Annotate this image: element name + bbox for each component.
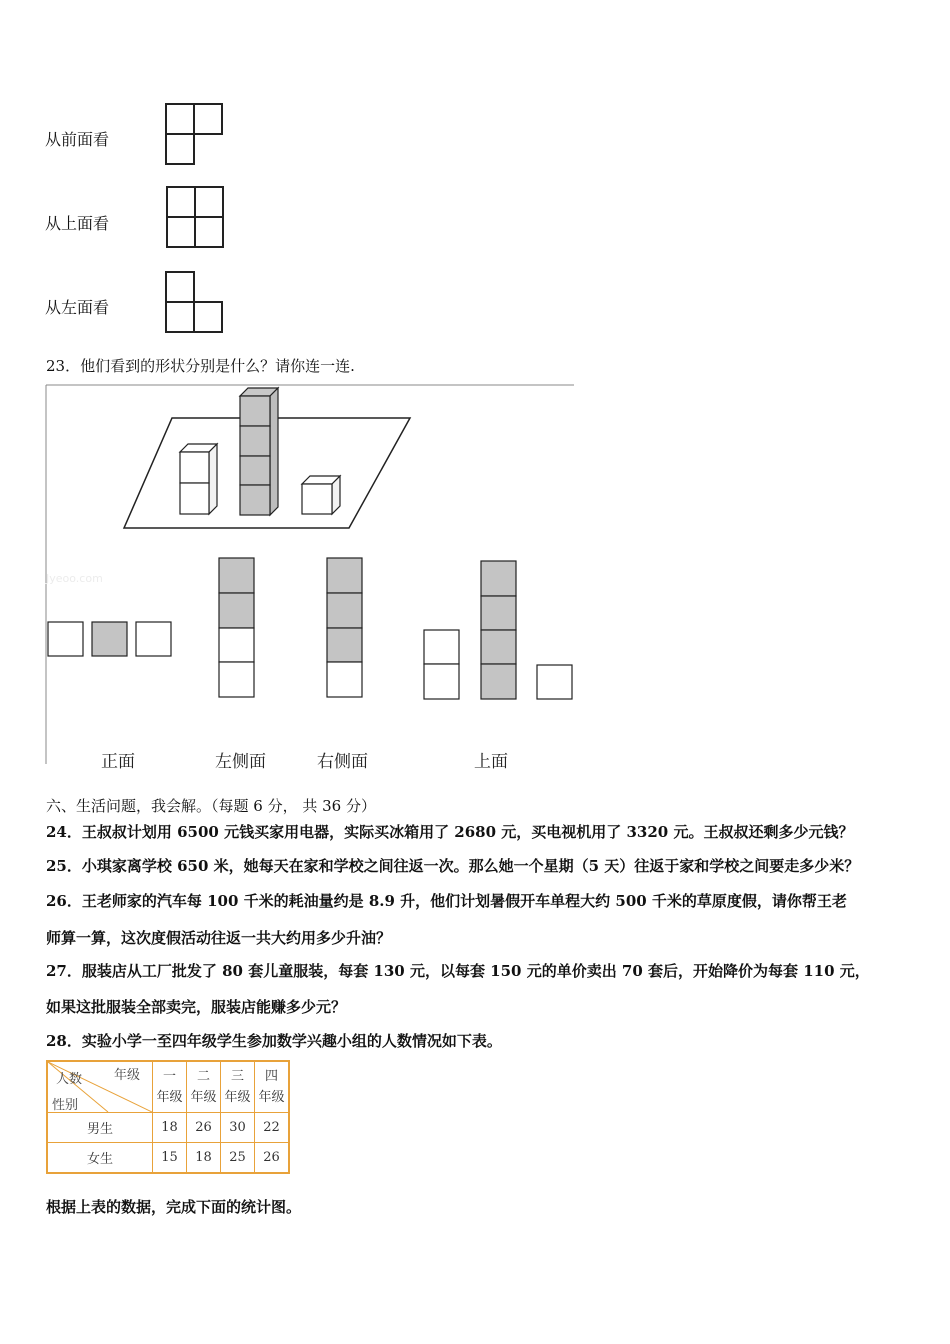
cell-boys-grade-1: 18 — [153, 1113, 187, 1143]
view-label-top: 从上面看 — [45, 214, 110, 233]
caption-left-side: 左侧面 — [215, 752, 266, 772]
stack-tall — [240, 388, 278, 515]
grade-header-3: 三 年级 — [221, 1061, 255, 1113]
question-26-line-1: 26．王老师家的汽车每 100 千米的耗油量约是 8.9 升，他们计划暑假开车单程大约 500 千米的草原度假，请你帮王老 — [46, 892, 847, 910]
question-23: 23．他们看到的形状分别是什么？请你连一连. — [46, 357, 355, 375]
cell-boys-grade-4: 22 — [255, 1113, 290, 1143]
cell-girls-grade-3: 25 — [221, 1143, 255, 1173]
option-front-shape — [48, 622, 171, 656]
top-view-drawing — [160, 182, 230, 254]
cell-girls-grade-4: 26 — [255, 1143, 290, 1173]
row-label-girls: 女生 — [47, 1143, 153, 1173]
caption-front: 正面 — [101, 752, 135, 772]
stats-table — [46, 1060, 290, 1174]
stack-right — [302, 476, 340, 514]
question-27-line-2: 如果这批服装全部卖完，服装店能赚多少元？ — [46, 998, 347, 1016]
view-label-left: 从左面看 — [45, 298, 110, 317]
cell-boys-grade-3: 30 — [221, 1113, 255, 1143]
stack-left — [180, 444, 217, 514]
watermark: Jyeoo.com — [46, 572, 103, 585]
cell-boys-grade-2: 26 — [187, 1113, 221, 1143]
question-28: 28．实验小学一至四年级学生参加数学兴趣小组的人数情况如下表。 — [46, 1032, 502, 1050]
question-27-line-1: 27．服装店从工厂批发了 80 套儿童服装，每套 130 元，以每套 150 元的单价卖出 70 套后，开始降价为每套 110 元， — [46, 962, 870, 980]
table-row — [47, 1113, 289, 1143]
row-label-boys: 男生 — [47, 1113, 153, 1143]
corner-label-count: 人数 — [56, 1072, 83, 1087]
grade-header-2: 二 年级 — [187, 1061, 221, 1113]
question-26-line-2: 师算一算，这次度假活动往返一共大约用多少升油？ — [46, 929, 392, 947]
cell-girls-grade-2: 18 — [187, 1143, 221, 1173]
caption-top: 上面 — [474, 752, 508, 772]
option-right-shape — [327, 558, 362, 697]
table-row — [47, 1143, 289, 1173]
corner-label-grade: 年级 — [114, 1068, 141, 1083]
caption-right-side: 右侧面 — [317, 752, 368, 772]
corner-label-gender: 性别 — [52, 1098, 79, 1113]
front-view-drawing — [160, 100, 226, 168]
section-6-heading: 六、生活问题，我会解。（每题 6 分， 共 36 分） — [46, 797, 376, 815]
left-view-drawing — [160, 268, 230, 336]
option-top-shape — [424, 561, 572, 699]
question-24: 24．王叔叔计划用 6500 元钱买家用电器，实际买冰箱用了 2680 元，买电视机用了 3320 元。王叔叔还剩多少元钱？ — [46, 823, 854, 841]
cell-girls-grade-1: 15 — [153, 1143, 187, 1173]
grade-header-1: 一 年级 — [153, 1061, 187, 1113]
grade-header-4: 四 年级 — [255, 1061, 290, 1113]
table-corner-header — [47, 1061, 153, 1113]
view-label-front: 从前面看 — [45, 130, 110, 149]
question-25: 25．小琪家离学校 650 米，她每天在家和学校之间往返一次。那么她一个星期（5 天）往返于家和学校之间要走多少米？ — [46, 857, 860, 875]
q23-figure — [44, 384, 576, 769]
option-left-shape — [219, 558, 254, 697]
closing-instruction: 根据上表的数据，完成下面的统计图。 — [46, 1198, 302, 1216]
